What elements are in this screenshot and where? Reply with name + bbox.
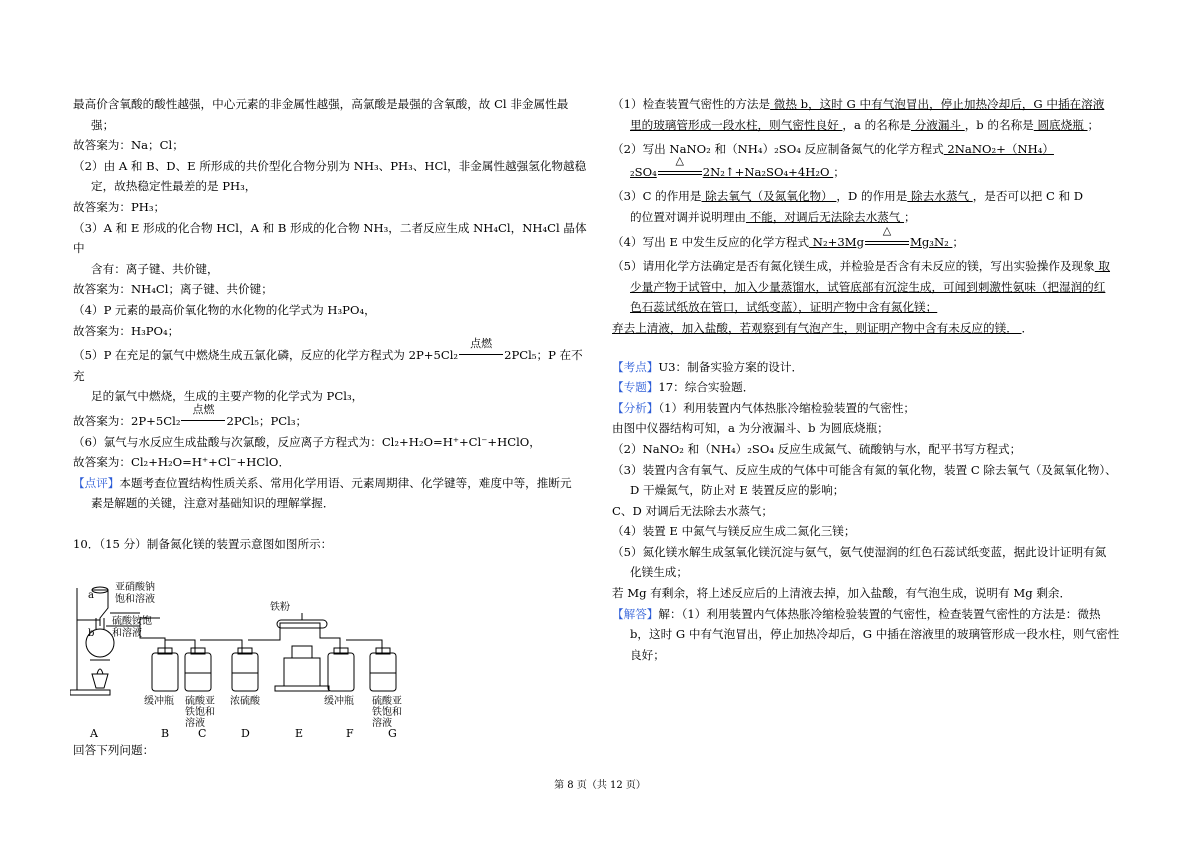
equation-text: 故答案为：2P+5Cl₂ xyxy=(73,413,181,428)
text-line: 若 Mg 有剩余，将上述反应后的上清液去掉，加入盐酸，有气泡生成，说明有 Mg 剩余． xyxy=(612,586,1072,601)
text-line: （3）A 和 E 形成的化合物 HCl，A 和 B 形成的化合物 NH₃，二者反应生成 NH₄Cl，NH₄Cl 晶体中 xyxy=(73,220,587,256)
equation-line: （4）写出 E 中发生反应的化学方程式 N₂+3Mg △ Mg₃N₂ ； xyxy=(612,223,965,249)
text-line: 强； xyxy=(91,117,115,132)
bottle-label-c: 铁饱和 xyxy=(185,707,215,718)
text-line: C、D 对调后无法除去水蒸气； xyxy=(612,503,773,518)
right-column xyxy=(612,94,1132,665)
text-line: （5）请用化学方法确定是否有氮化镁生成，并检验是否含有未反应的镁，写出实验操作及现象 取 xyxy=(612,259,1111,274)
text-line: 含有：离子键、共价键， xyxy=(91,261,219,276)
text-line: （2）NaNO₂ 和（NH₄）₂SO₄ 反应生成氮气、硫酸钠与水，配平书写方程式； xyxy=(612,441,1022,456)
bottle-label-c: 溶液 xyxy=(185,718,205,728)
letter-g: G xyxy=(388,727,397,740)
text-line: 【考点】U3：制备实验方案的设计． xyxy=(612,359,804,374)
text-line: 故答案为：NH₄Cl；离子键、共价键； xyxy=(73,282,273,297)
comment-tag: 【点评】 xyxy=(73,475,120,490)
text-line: 故答案为：PH₃； xyxy=(73,199,166,214)
text-line: b，这时 G 中有气泡冒出，停止加热冷却后，G 中插在溶液里的玻璃管形成一段水柱，则气密性 xyxy=(630,627,1120,642)
bottle-label-b: 缓冲瓶 xyxy=(144,696,174,707)
text-line: 定，故热稳定性最差的是 PH₃， xyxy=(91,179,257,194)
bottle-label-c: 硫酸亚 xyxy=(185,696,215,707)
text-line: 【专题】17：综合实验题． xyxy=(612,380,755,395)
comment-text: 本题考查位置结构性质关系、常用化学用语、元素周期律、化学键等，难度中等，推断元 xyxy=(119,475,572,490)
page-footer: 第 8 页（共 12 页） xyxy=(554,780,646,791)
letter-f: F xyxy=(346,727,354,740)
text-line: 【分析】（1）利用装置内气体热胀冷缩检验装置的气密性； xyxy=(612,400,916,415)
text-line: （4）装置 E 中氮气与镁反应生成二氮化三镁； xyxy=(612,524,856,539)
equation-text: 2PCl₅；PCl₃； xyxy=(226,413,308,428)
bottle-label-g: 硫酸亚 xyxy=(372,696,402,707)
question-title: 10．（15 分）制备氮化镁的装置示意图如图所示： xyxy=(73,536,333,551)
iron-powder-label: 铁粉 xyxy=(270,602,290,613)
text-line: 良好； xyxy=(630,647,665,662)
reagent-label: 和溶液 xyxy=(112,628,142,639)
reagent-label: 饱和溶液 xyxy=(115,594,155,605)
text-line: 由图中仪器结构可知，a 为分液漏斗、b 为圆底烧瓶； xyxy=(612,421,889,436)
text-line: 【解答】解：（1）利用装置内气体热胀冷缩检验装置的气密性，检查装置气密性的方法是：微热 xyxy=(612,606,1101,621)
comment-line xyxy=(73,473,589,494)
text-line: 化镁生成； xyxy=(630,565,688,580)
letter-d: D xyxy=(241,727,250,740)
letter-a: A xyxy=(90,727,98,740)
reaction-condition: 点燃 xyxy=(181,416,225,428)
text-line: 里的玻璃管形成一段水柱，则气密性良好 ，a 的名称是 分液漏斗 ，b 的名称是 圆底烧瓶 ； xyxy=(630,117,1100,132)
bottle-label-g: 溶液 xyxy=(372,718,392,728)
apparatus-diagram xyxy=(70,578,430,728)
text-line: 的位置对调并说明理由 不能，对调后无法除去水蒸气 ； xyxy=(630,209,916,224)
text-line: （2）由 A 和 B、D、E 所形成的共价型化合物分别为 NH₃、PH₃、HCl，非金属性越强氢化物越稳 xyxy=(73,158,587,173)
bottle-label-d: 浓硫酸 xyxy=(230,696,260,707)
letter-c: C xyxy=(198,727,207,740)
reaction-condition: 点燃 xyxy=(459,350,503,362)
text-line: D 干燥氮气，防止对 E 装置反应的影响； xyxy=(630,483,845,498)
question-prompt: 回答下列问题： xyxy=(73,743,155,757)
label-b: b xyxy=(88,628,95,639)
equation-line: ₂SO₄ △ 2N₂↑+Na₂SO₄+4H₂O ； xyxy=(630,153,845,179)
equation-text: 2PCl₅；P 在不充 xyxy=(73,348,583,383)
bottle-label-g: 铁饱和 xyxy=(372,707,402,718)
text-line: （3）C 的作用是 除去氧气（及氮氧化物） ，D 的作用是 除去水蒸气 ，是否可以把 C 和 D xyxy=(612,189,1084,204)
left-column xyxy=(73,94,589,554)
text-line: （1）检查装置气密性的方法是 微热 b，这时 G 中有气泡冒出，停止加热冷却后，G 中插在溶液 xyxy=(612,97,1105,111)
reagent-label: 硫酸铵饱 xyxy=(112,616,152,627)
text-line: 故答案为：Na；Cl； xyxy=(73,138,184,153)
text-line: 故答案为：H₃PO₄； xyxy=(73,323,180,338)
text-line: 最高价含氧酸的酸性越强，中心元素的非金属性越强，高氯酸是最强的含氧酸，故 Cl 非金属性最 xyxy=(73,97,569,111)
text-line: 色石蕊试纸放在管口，试纸变蓝），证明产物中含有氮化镁； xyxy=(630,300,938,315)
text-line: （5）氮化镁水解生成氢氧化镁沉淀与氨气，氨气使湿润的红色石蕊试纸变蓝，据此设计证明有氮 xyxy=(612,544,1107,559)
text-line: （3）装置内含有氧气、反应生成的气体中可能含有氮的氧化物，装置 C 除去氧气（及氮氧化物）、 xyxy=(612,462,1117,477)
equation-line xyxy=(73,402,589,432)
equation-line xyxy=(73,337,589,386)
reaction-condition: △ xyxy=(658,167,702,179)
text-line: （4）P 元素的最高价氧化物的水化物的化学式为 H₃PO₄， xyxy=(73,302,376,317)
text-line: （2）写出 NaNO₂ 和（NH₄）₂SO₄ 反应制备氮气的化学方程式 2NaNO₂+（NH₄） xyxy=(612,142,1054,157)
text-line: （6）氯气与水反应生成盐酸与次氯酸，反应离子方程式为：Cl₂+H₂O=H⁺+Cl⁻+HClO， xyxy=(73,434,541,449)
equation-text: （5）P 在充足的氯气中燃烧生成五氯化磷，反应的化学方程式为 2P+5Cl₂ xyxy=(73,348,459,363)
bottle-label-f: 缓冲瓶 xyxy=(324,696,354,707)
letter-b: B xyxy=(161,727,170,740)
text-line: 足的氯气中燃烧，生成的主要产物的化学式为 PCl₃， xyxy=(91,389,364,404)
reagent-label: 亚硝酸钠 xyxy=(115,582,155,593)
reaction-condition: △ xyxy=(865,237,909,249)
label-a: a xyxy=(88,590,94,601)
text-line: 故答案为：Cl₂+H₂O=H⁺+Cl⁻+HClO． xyxy=(73,455,291,470)
text-line: 弃去上清液，加入盐酸，若观察到有气泡产生，则证明产物中含有未反应的镁． ． xyxy=(612,320,1034,335)
text-line: 素是解题的关键，注意对基础知识的理解掌握． xyxy=(91,496,335,511)
text-line: 少量产物于试管中，加入少量蒸馏水，试管底部有沉淀生成，可闻到刺激性氨味（把湿润的红 xyxy=(630,279,1106,294)
letter-e: E xyxy=(295,727,304,740)
